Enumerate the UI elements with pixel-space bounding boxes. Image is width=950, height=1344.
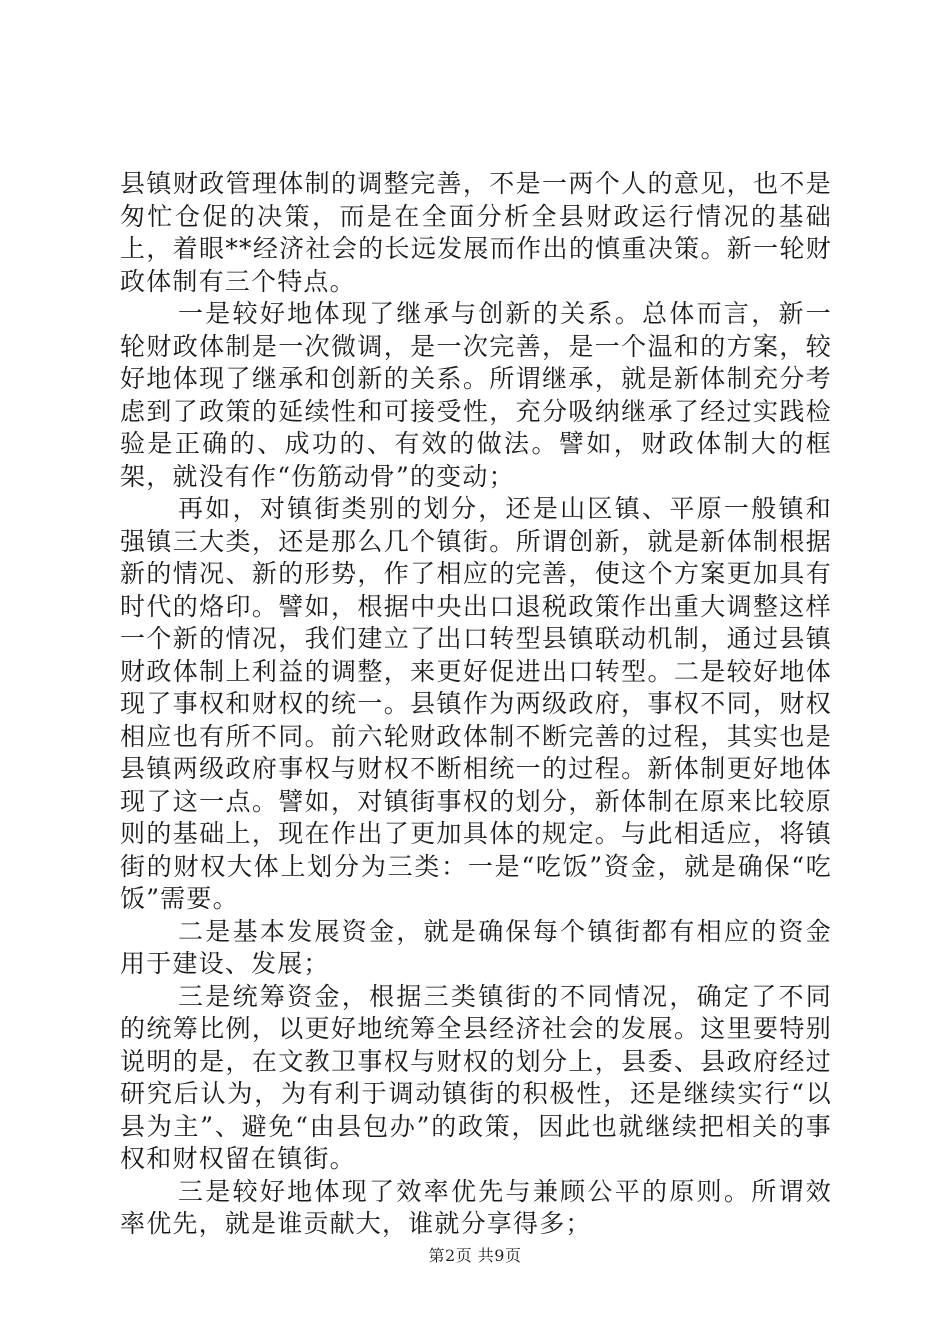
paragraph-intro: 县镇财政管理体制的调整完善，不是一两个人的意见，也不是匆忙仓促的决策，而是在全面分析全县财政运行情况的基础上，着眼**经济社会的长远发展而作出的慎重决策。新一轮财政体制有三个特点。 <box>120 169 832 296</box>
paragraph-development-funds: 二是基本发展资金，就是确保每个镇街都有相应的资金用于建设、发展； <box>120 916 832 978</box>
document-body <box>120 168 832 1241</box>
paragraph-coordination-funds: 三是统筹资金，根据三类镇街的不同情况，确定了不同的统筹比例，以更好地统筹全县经济社会的发展。这里要特别说明的是，在文教卫事权与财权的划分上，县委、县政府经过研究后认为，为有利于调动镇街的积极性，还是继续实行“以县为主”、避免“由县包办”的政策，因此也就继续把相关的事权和财权留在镇街。 <box>120 981 832 1173</box>
paragraph-point-one: 一是较好地体现了继承与创新的关系。总体而言，新一轮财政体制是一次微调，是一次完善，是一个温和的方案，较好地体现了继承和创新的关系。所谓继承，就是新体制充分考虑到了政策的延续性和可接受性，充分吸纳继承了经过实践检验是正确的、成功的、有效的做法。譬如，财政体制大的框架，就没有作“伤筋动骨”的变动； <box>120 299 832 491</box>
paragraph-point-three: 三是较好地体现了效率优先与兼顾公平的原则。所谓效率优先，就是谁贡献大，谁就分享得多； <box>120 1176 832 1238</box>
paragraph-example: 再如，对镇街类别的划分，还是山区镇、平原一般镇和强镇三大类，还是那么几个镇街。所谓创新，就是新体制根据新的情况、新的形势，作了相应的完善，使这个方案更加具有时代的烙印。譬如，根据中央出口退税政策作出重大调整这样一个新的情况，我们建立了出口转型县镇联动机制，通过县镇财政体制上利益的调整，来更好促进出口转型。二是较好地体现了事权和财权的统一。县镇作为两级政府，事权不同，财权相应也有所不同。前六轮财政体制不断完善的过程，其实也是县镇两级政府事权与财权不断相统一的过程。新体制更好地体现了这一点。譬如，对镇街事权的划分，新体制在原来比较原则的基础上，现在作出了更加具体的规定。与此相适应，将镇街的财权大体上划分为三类：一是“吃饭”资金，就是确保“吃饭”需要。 <box>120 494 832 913</box>
page-number-footer: 第2页 共9页 <box>428 1246 522 1265</box>
